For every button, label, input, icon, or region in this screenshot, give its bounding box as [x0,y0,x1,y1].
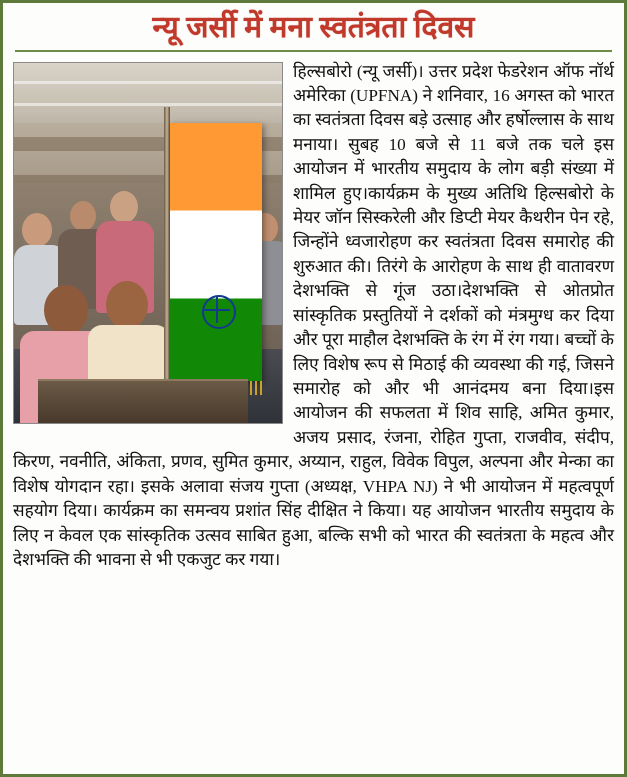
photo-ceiling-line [14,103,282,106]
article-body-wrapper [13,60,614,573]
photo-person-head [110,191,138,223]
page-title: न्यू जर्सी में मना स्वतंत्रता दिवस [152,11,475,44]
photo-person-head [22,213,52,247]
photo-indian-flag [170,123,262,381]
photo-child-head [106,281,148,329]
photo-ashoka-chakra-icon [202,295,236,329]
article-container [3,3,624,774]
photo-child-head [44,285,88,335]
article-body-text: हिल्सबोरो (न्यू जर्सी)। उत्तर प्रदेश फेडरेशन ऑफ नॉर्थ अमेरिका (UPFNA) ने शनिवार, 16 अगस्त को भारत का स्वतंत्रता दिवस बड़े उत्साह और हर्षोल्लास के साथ मनाया। सुबह 10 बजे से 11 बजे तक चले इस आयोजन में भारतीय समुदाय के लोग बड़ी संख्या में शामिल हुए।कार्यक्रम के मुख्य अतिथि हिल्सबोरो के मेयर जॉन सिस्करेली और डिप्टी मेयर कैथरीन पेन रहे, जिन्होंने ध्वजारोहण कर स्वतंत्रता दिवस समारोह की शुरुआत की। तिरंगे के आरोहण के साथ ही वातावरण देशभक्ति से गूंज उठा।देशभक्ति से ओतप्रोत सांस्कृतिक प्रस्तुतियों ने दर्शकों को मंत्रमुग्ध कर दिया और पूरा माहौल देशभक्ति के रंग में रंग गया। बच्चों के लिए विशेष रूप से मिठाई की व्यवस्था की गई, जिसने समारोह को और भी आनंदमय बना दिया।इस आयोजन की सफलता में शिव साहि, अमित कुमार, अजय प्रसाद, रंजना, रोहित गुप्ता, राजवीव, संदीप, किरण, नवनीति, अंकिता, प्रणव, सुमित कुमार, अय्यान, राहुल, विवेक विपुल, अल्पना और मेन्का का विशेष योगदान रहा। इसके अलावा संजय गुप्ता (अध्यक्ष, VHPA NJ) ने भी आयोजन में महत्वपूर्ण सहयोग दिया। कार्यक्रम का समन्वय प्रशांत सिंह दीक्षित ने किया। यह आयोजन भारतीय समुदाय के लिए न केवल एक सांस्कृतिक उत्सव साबित हुआ, बल्कि सभी को भारत की स्वतंत्रता के महत्व और देशभक्ति की भावना से भी एकजुट कर गया। [13,61,614,569]
photo-ceiling-line [14,81,282,84]
title-divider [15,50,612,52]
photo-podium [38,379,248,423]
flag-hoisting-photo [13,62,283,424]
photo-person-head [70,201,96,231]
